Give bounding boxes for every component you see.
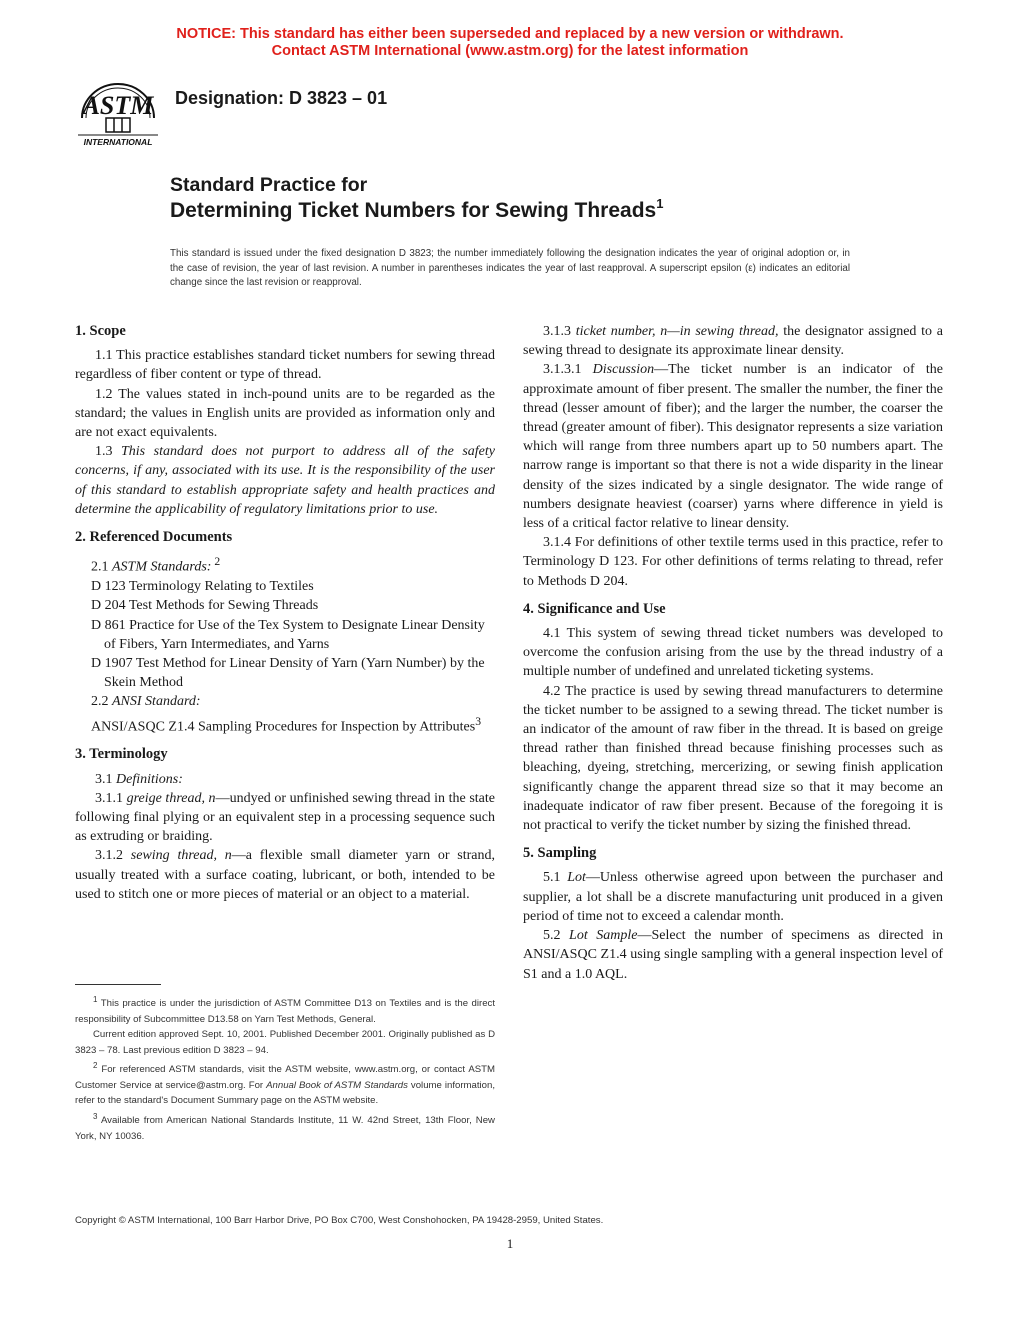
footnote-1 — [75, 992, 495, 1027]
reference-d1907: D 1907 Test Method for Linear Density of Yarn (Yarn Number) by the Skein Method — [91, 655, 485, 691]
logo-subtext: INTERNATIONAL — [83, 137, 153, 147]
footnote-mark: 3 — [93, 1111, 98, 1121]
page-number: 1 — [506, 1236, 514, 1251]
footnote-text: Available from American National Standards Institute, 11 W. 42nd Street, 13th Floor, New York, NY 10036. — [75, 1115, 495, 1142]
title-line-2: Determining Ticket Numbers for Sewing Threads — [170, 199, 657, 222]
definition-text: —a flexible small diameter yarn or strand, usually treated with a surface coating, lubricant, or both, intended to be used to stitch one or more pieces of material or an object to a material. — [75, 848, 496, 902]
reference-d204: D 204 Test Methods for Sewing Threads — [91, 598, 319, 614]
paragraph-number: 3.1.3.1 — [543, 362, 593, 378]
defined-term: greige thread, n — [126, 790, 216, 806]
notice-line-2: Contact ASTM International (www.astm.org) for the latest information — [271, 43, 749, 59]
reference-ansi-z1-4 — [75, 712, 495, 737]
footnote-mark: 1 — [93, 995, 98, 1004]
notice-line-1: NOTICE: This standard has either been superseded and replaced by a new version or withdrawn. — [176, 26, 844, 42]
section-heading-scope: 1. Scope — [75, 323, 126, 339]
safety-caveat: This standard does not purport to address all of the safety concerns, if any, associated with its use. It is the responsibility of the user of this standard to establish appropriate safety and health practices and determine the applicability of regulatory limitations prior to use. — [75, 444, 495, 517]
footnote-mark: 2 — [93, 1061, 98, 1071]
reference-d123: D 123 Terminology Relating to Textiles — [91, 579, 314, 595]
document-title — [170, 196, 664, 223]
defined-term: sewing thread, n — [130, 848, 232, 864]
definition-sewing-thread — [75, 846, 495, 904]
paragraph-text: —Unless otherwise agreed upon between the purchaser and supplier, a lot shall be a discrete manufacturing unit produced in a given period of time not to exceed a calendar month. — [523, 870, 943, 924]
definition-ticket-number — [523, 322, 943, 360]
paragraph-number: 2.1 — [91, 559, 112, 575]
discussion-text: —The ticket number is an indicator of the approximate amount of fiber present. The smaller the number, the finer the thread (lesser amount of fiber); and the larger the number, the coarser the thread (greater amount of fiber). This designator represents a size variation which will range from three numbers apart up to 50 numbers apart. The narrow range is important so that there is not a wide disparity in the linear density of the sizes indicated by a single designator. The wide range of numbers designate heaviest (coarser) yarns where difference in yield is less of a critical factor relative to linear density. — [523, 362, 943, 532]
paragraph-text: —Select the number of specimens as directed in ANSI/ASQC Z1.4 using single sampling with a general inspection level of S1 and a 1.0 AQL. — [523, 928, 943, 982]
designation: Designation: D 3823 – 01 — [175, 88, 388, 108]
footnote-3 — [75, 1109, 495, 1144]
subsection-label: ANSI Standard: — [112, 694, 201, 710]
footnotes — [75, 992, 495, 1144]
right-column — [523, 322, 943, 984]
paragraph-number: 3.1.1 — [95, 790, 127, 806]
reference-d861: D 861 Practice for Use of the Tex System to Designate Linear Density of Fibers, Yarn Intermediates, and Yarns — [91, 617, 485, 652]
subsection-label: Definitions: — [116, 771, 183, 787]
section-heading-terminology: 3. Terminology — [75, 746, 168, 763]
defined-term: ticket number, n—in sewing thread, — [575, 324, 779, 339]
section-heading-referenced-documents: 2. Referenced Documents — [75, 529, 233, 546]
paragraph-number: 3.1.3 — [543, 324, 576, 339]
withdrawal-notice — [0, 26, 1020, 60]
footnote-1-edition: Current edition approved Sept. 10, 2001. Published December 2001. Originally published as D 3823 – 78. Last previous edition D 3823 – 94. — [75, 1029, 495, 1056]
paragraph-5-1 — [523, 868, 943, 926]
left-column — [75, 322, 495, 904]
definition-text: the designator assigned to a sewing thread to designate its approximate linear density. — [523, 324, 943, 359]
paragraph-1-3 — [75, 442, 495, 519]
footnote-text: volume information, refer to the standard's Document Summary page on the ASTM website. — [75, 1079, 495, 1107]
footnote-text: For referenced ASTM standards, visit the ASTM website, www.astm.org, or contact ASTM Customer Service at service@astm.org. For — [75, 1064, 495, 1091]
definition-text: —undyed or unfinished sewing thread in the state following final plying or an equivalent step in a processing sequence such as extruding or braiding. — [75, 790, 495, 845]
footnote-mark: 3 — [475, 714, 482, 728]
section-heading-sampling: 5. Sampling — [523, 845, 597, 862]
reference-text: ANSI/ASQC Z1.4 Sampling Procedures for Inspection by Attributes — [91, 719, 476, 735]
paragraph-number: 5.1 — [543, 870, 568, 886]
footnote-2 — [75, 1058, 495, 1109]
paragraph-4-2: 4.2 The practice is used by sewing thread manufacturers to determine the ticket number to be assigned to a sewing thread. The ticket number is an indicator of the amount of raw fiber in the thread. It is based on greige thread rather than finished thread because finishing processes such as bleaching, dyeing, stretching, mercerizing, or sewing finish application significantly change the apparent thread size so that it may become an inadequate indicator of raw fiber present. Because of the foregoing it is not practical to verify the ticket number by sizing the finished thread. — [523, 683, 943, 834]
footnote-text: This practice is under the jurisdiction of ASTM Committee D13 on Textiles and is the direct responsibility of Subcommittee D13.58 on Yarn Test Methods, General. — [75, 998, 495, 1025]
discussion-label: Discussion — [592, 362, 655, 378]
paragraph-number: 3.1.2 — [95, 848, 131, 864]
paragraph-1-1: 1.1 This practice establishes standard ticket numbers for sewing thread regardless of fiber content or type of thread. — [75, 348, 495, 383]
subsection-label: Lot Sample — [569, 928, 638, 944]
paragraph-number: 3.1 — [95, 771, 116, 787]
footnote-divider — [75, 984, 161, 985]
definitions-label — [75, 770, 495, 789]
paragraph-1-2: 1.2 The values stated in inch-pound units are to be regarded as the standard; the values in English units are provided as information only and are not exact equivalents. — [75, 386, 495, 441]
paragraph-4-1: 4.1 This system of sewing thread ticket numbers was developed to overcome the confusion arising from the use by the thread industry of a multiple number of undefined and unrelated ticketing systems. — [523, 626, 943, 680]
definition-greige-thread — [75, 789, 495, 847]
issue-note: This standard is issued under the fixed designation D 3823; the number immediately following the designation indicates the year of original adoption or, in the case of revision, the year of last revision. A number in parentheses indicates the year of last reapproval. A superscript epsilon (ε) indicates an editorial change since the last revision or reapproval. — [170, 248, 850, 288]
paragraph-number: 5.2 — [543, 928, 570, 944]
discussion-ticket-number — [523, 360, 943, 533]
title-line-1: Standard Practice for — [170, 174, 368, 196]
ansi-standard-label — [75, 692, 495, 711]
astm-standards-label — [75, 552, 495, 577]
footnote-mark: 2 — [211, 555, 221, 569]
logo-text: ASTM — [82, 91, 154, 120]
paragraph-5-2 — [523, 926, 943, 984]
paragraph-number: 2.2 — [91, 694, 112, 710]
subsection-label: Lot — [567, 870, 586, 886]
copyright-line: Copyright © ASTM International, 100 Barr Harbor Drive, PO Box C700, West Conshohocken, PA 19428-2959, United States. — [75, 1215, 604, 1226]
paragraph-number: 1.3 — [95, 444, 121, 460]
section-heading-significance: 4. Significance and Use — [523, 600, 666, 617]
title-footnote-mark: 1 — [656, 196, 664, 211]
subsection-label: ASTM Standards: — [112, 559, 212, 575]
astm-logo — [74, 78, 162, 148]
book-title: Annual Book of ASTM Standards — [266, 1079, 408, 1091]
paragraph-3-1-4: 3.1.4 For definitions of other textile terms used in this practice, refer to Terminology D 123. For other definitions of terms relating to thread, refer to Methods D 204. — [523, 535, 943, 589]
